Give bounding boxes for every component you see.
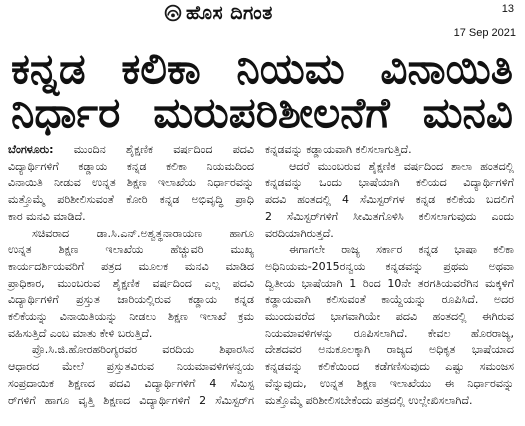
article-paragraph bbox=[265, 159, 514, 243]
article-paragraph bbox=[8, 226, 254, 343]
article-line: ಉನ್ನತ ಶಿಕ್ಷಣ ಇಲಾಖೆಯ ಹೆಚ್ಚುವರಿ ಮುಖ್ಯ bbox=[8, 243, 254, 257]
emblem-icon bbox=[164, 4, 182, 22]
article-line: ವಿದ್ಯಾರ್ಥಿಗಳಿಗೆ ಕಡ್ಡಾಯ ಕನ್ನಡ ಕಲಿಕಾ ನಿಯಮದಿಂದ bbox=[8, 159, 254, 173]
article-line: ಈಗಾಗಲೇ ರಾಜ್ಯ ಸರ್ಕಾರ ಕನ್ನಡ ಭಾಷಾ ಕಲಿಕಾ bbox=[289, 243, 514, 257]
article-column-right bbox=[265, 142, 514, 409]
article-line: ನಿಯಮಾವಳಿಗಳನ್ನು ರೂಪಿಸಲಾಗಿದೆ. ಕೇವಲ ಹೊರರಾಜ್ಯ, bbox=[265, 326, 514, 340]
article-line: ವೆನ್ನುವುದು, ಉನ್ನತ ಶಿಕ್ಷಣ ಇಲಾಖೆಯು ಈ ನಿರ್ಧಾರವನ್ನು bbox=[265, 376, 514, 390]
article-line: ವಹಿಸುತ್ತಿದೆ ಎಂಬ ಮಾತು ಕೇಳಿ ಬರುತ್ತಿದೆ. bbox=[8, 326, 153, 340]
headline-line-1: ಕನ್ನಡ ಕಲಿಕಾ ನಿಯಮ ವಿನಾಯಿತಿ bbox=[11, 44, 513, 93]
article-line: ಮತ್ತೊಮ್ಮೆ ಪರಿಶೀಲಿಸಬೇಕೆಂದು ಪತ್ರದಲ್ಲಿ ಉಲ್ಲೇಖಿಸಲಾಗಿದೆ. bbox=[265, 393, 473, 407]
article-line bbox=[8, 142, 254, 159]
article-line: ಆಧಾರದ ಮೇಲೆ ಪ್ರಸ್ತುತವಿರುವ ನಿಯಮಾವಳಿಗಳನ್ವಯ bbox=[8, 360, 254, 374]
article-paragraph bbox=[8, 342, 254, 409]
article-line: ಪ್ರೊ.ಸಿ.ಜಿ.ಹೋರಹರಿಂಗ್ಯರವರ ವರದಿಯ ಶಿಫಾರಸಿನ bbox=[32, 343, 254, 357]
article-line: ಪದವಿ ಹಂತದಲ್ಲಿ 4 ಸೆಮಿಸ್ಟರ್‌ಗಳ ಕನ್ನಡ ಕಲಿಕೆಯ ಬದಲಿಗೆ bbox=[265, 193, 514, 207]
article-line: ಪ್ರಾಧಿಕಾರ, ಮುಂಬರುವ ಶೈಕ್ಷಣಿಕ ವರ್ಷದಿಂದ ಎಲ್ಲ ಪದವಿ bbox=[8, 276, 254, 290]
article-line: ಕಡ್ಡಾಯವಾಗಿ ಕಲಿಸುವಂತೆ ಕಾಯ್ದೆಯನ್ನು ರೂಪಿಸಿದೆ. ಅದರ bbox=[265, 293, 514, 307]
headline-line-2: ನಿರ್ಧಾರ ಮರುಪರಿಶೀಲನೆಗೆ ಮನವಿ bbox=[11, 88, 513, 137]
article-line: ಆದರೆ ಮುಂಬರುವ ಶೈಕ್ಷಣಿಕ ವರ್ಷದಿಂದ ಶಾಲಾ ಹಂತದಲ್ಲಿ bbox=[289, 159, 514, 173]
article-line: ವರದಿಯಾಗಿರುತ್ತದೆ. bbox=[265, 226, 334, 240]
article-line: ವಿನಾಯಿತಿ ನೀಡುವ ಉನ್ನತ ಶಿಕ್ಷಣ ಇಲಾಖೆಯ ನಿರ್ಧಾರವನ್ನು bbox=[8, 176, 254, 190]
article-line: ಕನ್ನಡವನ್ನು ಕಡ್ಡಾಯವಾಗಿ ಕಲಿಸಲಾಗುತ್ತಿದೆ. bbox=[265, 143, 412, 156]
article-paragraph bbox=[8, 142, 254, 226]
article-line: ಕಾರ ಮನವಿ ಮಾಡಿದೆ. bbox=[8, 209, 86, 223]
dateline: ಬೆಂಗಳೂರು: bbox=[8, 143, 54, 156]
publication-date: 17 Sep 2021 bbox=[453, 27, 516, 39]
article-line: ಅಧಿನಿಯಮ-2015ರನ್ವಯ ಕನ್ನಡವನ್ನು ಪ್ರಥಮ ಅಥವಾ bbox=[265, 259, 514, 273]
article-line: ಸಚಿವರಾದ ಡಾ.ಸಿ.ಎನ್.ಅಶ್ವತ್ಥನಾರಾಯಣ ಹಾಗೂ bbox=[32, 226, 254, 240]
article-line: ಕನ್ನಡವನ್ನು ಕಲಿಕೆಯಿಂದ ಕಡೆಗಣಿಸುವುದು ಎಷ್ಟು ಸಮಂಜಸ bbox=[265, 360, 514, 374]
article-paragraph bbox=[265, 242, 514, 409]
headline bbox=[11, 44, 513, 137]
article-paragraph bbox=[265, 142, 514, 159]
article-line: ರ್‌ಗಳಿಗೆ ಹಾಗೂ ವೃತ್ತಿ ಶಿಕ್ಷಣದ ವಿದ್ಯಾರ್ಥಿಗಳಿಗೆ 2 ಸೆಮಿಸ್ಟರ್‌ಗ bbox=[8, 393, 254, 407]
article-line: ಮತ್ತೊಮ್ಮೆ ಪರಿಶೀಲಿಸುವಂತೆ ಕೋರಿ ಕನ್ನಡ ಅಭಿವೃದ್ಧಿ ಪ್ರಾಧಿ bbox=[8, 193, 254, 207]
article-line: ಸಂಪ್ರದಾಯಿಕ ಶಿಕ್ಷಣದ ಪದವಿ ವಿದ್ಯಾರ್ಥಿಗಳಿಗೆ 4 ಸೆಮಿಸ್ಟ bbox=[8, 376, 254, 390]
article-line: ಕಲಿಕೆಯನ್ನು ವಿನಾಯಿತಿಯನ್ನು ನೀಡಲು ಶಿಕ್ಷಣ ಇಲಾಖೆ ಕ್ರಮ bbox=[8, 310, 254, 324]
article-line: ಮುಂದುವರೆದ ಭಾಗವಾಗಿಯೇ ಪದವಿ ಹಂತದಲ್ಲಿ ಈಗಿರುವ bbox=[265, 310, 514, 324]
masthead bbox=[164, 2, 334, 24]
article-column-left bbox=[8, 142, 254, 409]
article-line: ದ್ವಿತೀಯ ಭಾಷೆಯಾಗಿ 1 ರಿಂದ 10ನೇ ತರಗತಿಯವರೆಗಿನ ಮಕ್ಕಳಿಗೆ bbox=[265, 276, 514, 290]
page-number: 13 bbox=[501, 3, 514, 15]
article-line-text: ಮುಂದಿನ ಶೈಕ್ಷಣಿಕ ವರ್ಷದಿಂದ ಪದವಿ bbox=[73, 143, 254, 156]
article-line: ವಿದ್ಯಾರ್ಥಿಗಳಿಗೆ ಪ್ರಸ್ತುತ ಜಾರಿಯಲ್ಲಿರುವ ಕಡ್ಡಾಯ ಕನ್ನಡ bbox=[8, 293, 254, 307]
article-line: 2 ಸೆಮಿಸ್ಟರ್‌ಗಳಿಗೆ ಸೀಮಿತಗೊಳಿಸಿ ಕಲಿಸಲಾಗುವುದು ಎಂದು bbox=[265, 209, 514, 223]
article-line: ಕನ್ನಡವನ್ನು ಒಂದು ಭಾಷೆಯಾಗಿ ಕಲಿಯದ ವಿದ್ಯಾರ್ಥಿಗಳಿಗೆ bbox=[265, 176, 514, 190]
article-line: ದೇಶದವರ ಅನುಕೂಲಕ್ಕಾಗಿ ರಾಜ್ಯದ ಅಧಿಕೃತ ಭಾಷೆಯಾದ bbox=[265, 343, 514, 357]
newspaper-name: ಹೊಸ ದಿಗಂತ bbox=[186, 2, 273, 24]
article-line: ಕಾರ್ಯದರ್ಶಿಯವರಿಗೆ ಪತ್ರದ ಮೂಲಕ ಮನವಿ ಮಾಡಿದ bbox=[8, 259, 254, 273]
